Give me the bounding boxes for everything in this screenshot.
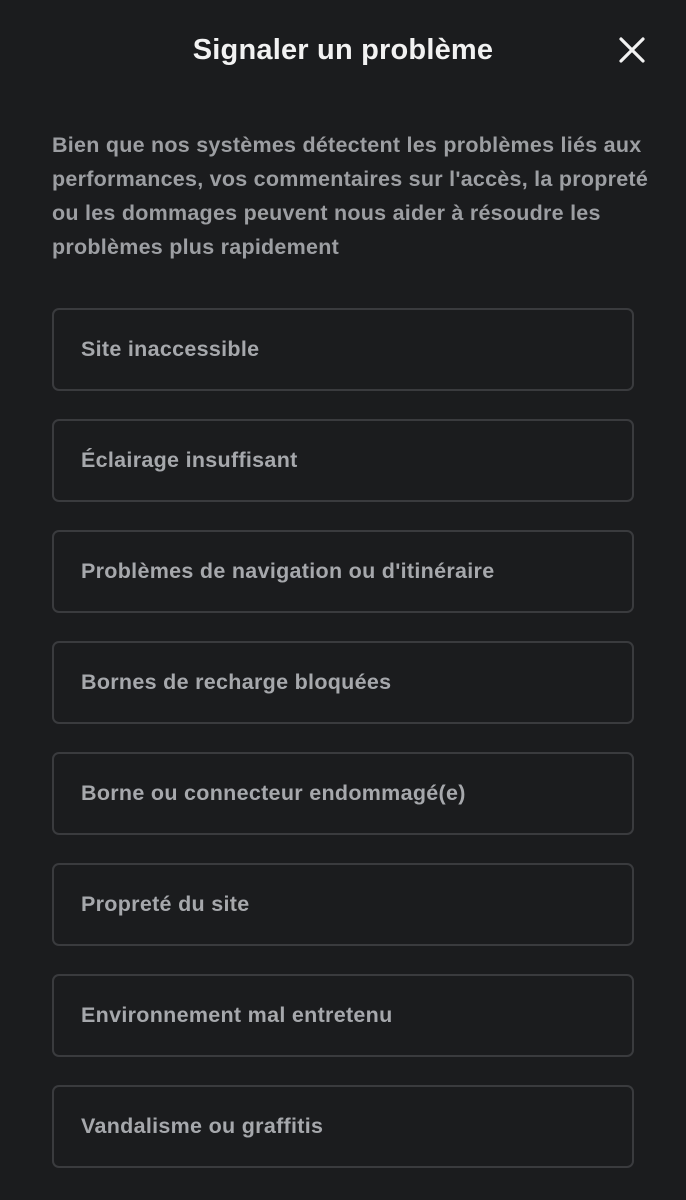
option-label: Éclairage insuffisant — [81, 448, 298, 472]
option-environnement-mal-entretenu[interactable] — [52, 974, 634, 1057]
intro-description: Bien que nos systèmes détectent les problèmes liés aux performances, vos commentaires sur l'accès, la propreté ou les dommages peuvent nous aider à résoudre les problèmes plus rapidement — [52, 133, 649, 259]
option-label: Site inaccessible — [81, 337, 260, 361]
option-site-inaccessible[interactable] — [52, 308, 634, 391]
header — [0, 0, 686, 100]
option-eclairage-insuffisant[interactable] — [52, 419, 634, 502]
option-vandalisme-graffitis[interactable] — [52, 1085, 634, 1168]
option-label: Problèmes de navigation ou d'itinéraire — [81, 559, 495, 583]
option-bornes-bloquees[interactable] — [52, 641, 634, 724]
option-label: Environnement mal entretenu — [81, 1003, 393, 1027]
problem-options-list — [52, 308, 634, 1196]
option-label: Borne ou connecteur endommagé(e) — [81, 781, 466, 805]
option-label: Propreté du site — [81, 892, 250, 916]
option-navigation-itineraire[interactable] — [52, 530, 634, 613]
option-borne-endommagee[interactable] — [52, 752, 634, 835]
close-icon — [618, 36, 646, 64]
option-proprete-site[interactable] — [52, 863, 634, 946]
page-title: Signaler un problème — [192, 34, 494, 66]
option-label: Vandalisme ou graffitis — [81, 1114, 324, 1138]
option-label: Bornes de recharge bloquées — [81, 670, 392, 694]
close-button[interactable] — [614, 32, 650, 68]
